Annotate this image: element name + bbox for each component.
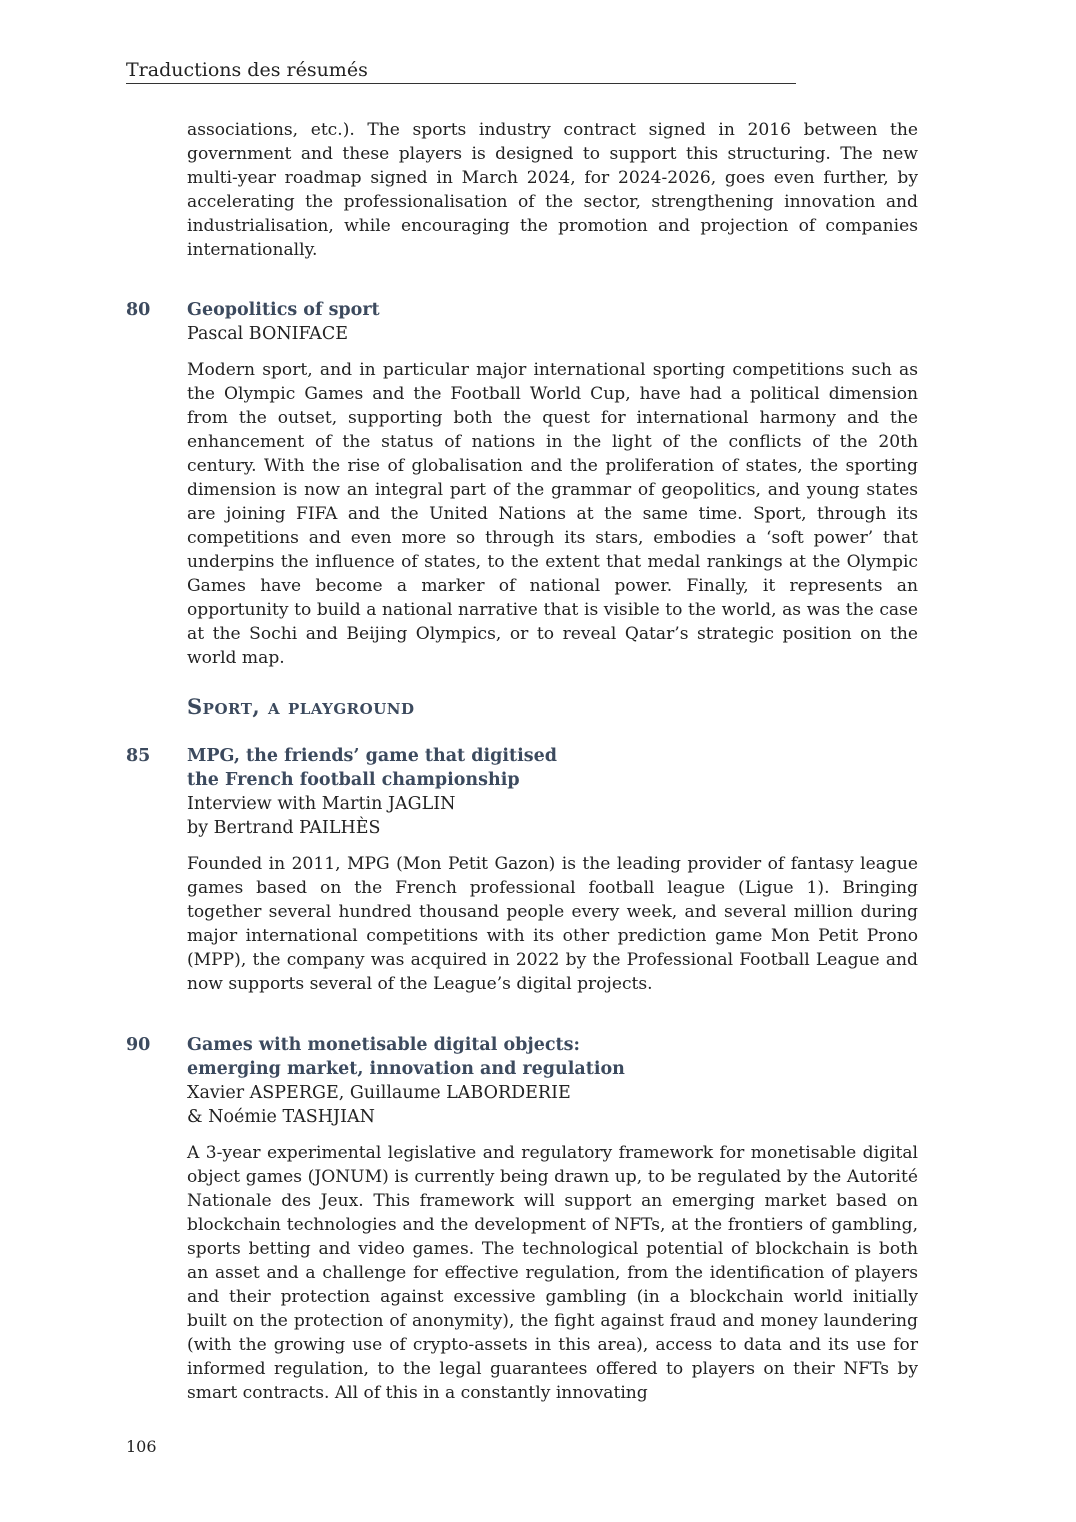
entry-title-line: MPG, the friends’ game that digitised xyxy=(187,746,557,766)
entry-body xyxy=(187,744,918,996)
entry-title-line: Games with monetisable digital objects: xyxy=(187,1035,580,1055)
entry-author-line: Pascal BONIFACE xyxy=(187,324,348,344)
running-head: Traductions des résumés xyxy=(126,58,796,84)
carryover-paragraph: associations, etc.). The sports industry contract signed in 2016 between the government and these players is designed to support this structuring. The new multi-year roadmap signed in March 2024, for 2024-2026, goes even further, by accelerating the professionalisation of the sector, strengthening innovation and industrialisation, while encouraging the promotion and projection of companies internationally. xyxy=(187,120,918,260)
entry-body xyxy=(187,1033,918,1405)
carryover-block xyxy=(187,118,918,262)
entry-abstract: A 3-year experimental legislative and regulatory framework for monetisable digital object games (JONUM) is currently being drawn up, to be regulated by the Autorité Nationale des Jeux. This framework will support an emerging market based on blockchain technologies and the development of NFTs, at the frontiers of gambling, sports betting and video games. The technological potential of blockchain is both an asset and a challenge for effective regulation, from the identification of players and their protection against excessive gambling (in a blockchain world initially built on the protection of anonymity), the fight against fraud and money laundering (with the growing use of crypto-assets in this area), access to data and its use for informed regulation, to the legal guarantees offered to players on their NFTs by smart contracts. All of this in a constantly innovating xyxy=(187,1143,918,1403)
entry-abstract: Founded in 2011, MPG (Mon Petit Gazon) is the leading provider of fantasy league games based on the French professional football league (Ligue 1). Bringing together several hundred thousand people every week, and several million during major international competitions with its other prediction game Mon Petit Prono (MPP), the company was acquired in 2022 by the Professional Football League and now supports several of the League’s digital projects. xyxy=(187,854,918,994)
entry-title-line: the French football championship xyxy=(187,770,520,790)
entry-author-line: Xavier ASPERGE, Guillaume LABORDERIE xyxy=(187,1083,571,1103)
entry-page-number: 90 xyxy=(126,1035,151,1055)
entry-author-line: by Bertrand PAILHÈS xyxy=(187,818,381,838)
entry-abstract: Modern sport, and in particular major international sporting competitions such as the Olympic Games and the Football World Cup, have had a political dimension from the outset, supporting both the quest for international harmony and the enhancement of the status of nations in the light of the conflicts of the 20th century. With the rise of globalisation and the proliferation of states, the sporting dimension is now an integral part of the grammar of geopolitics, and young states are joining FIFA and the United Nations at the same time. Sport, through its competitions and even more so through its stars, embodies a ‘soft power’ that underpins the influence of states, to the extent that medal rankings at the Olympic Games have become a marker of national power. Finally, it represents an opportunity to build a national narrative that is visible to the world, as was the case at the Sochi and Beijing Olympics, or to reveal Qatar’s strategic position on the world map. xyxy=(187,360,918,668)
section-heading: Sport, a playground xyxy=(187,694,415,719)
entry-page-number: 85 xyxy=(126,746,151,766)
entry-author-line: & Noémie TASHJIAN xyxy=(187,1107,375,1127)
entry-title-line: Geopolitics of sport xyxy=(187,300,380,320)
entry-body xyxy=(187,298,918,670)
entry-title-line: emerging market, innovation and regulation xyxy=(187,1059,625,1079)
entry-page-number: 80 xyxy=(126,300,151,320)
entry-author-line: Interview with Martin JAGLIN xyxy=(187,794,456,814)
page-number: 106 xyxy=(126,1437,157,1456)
